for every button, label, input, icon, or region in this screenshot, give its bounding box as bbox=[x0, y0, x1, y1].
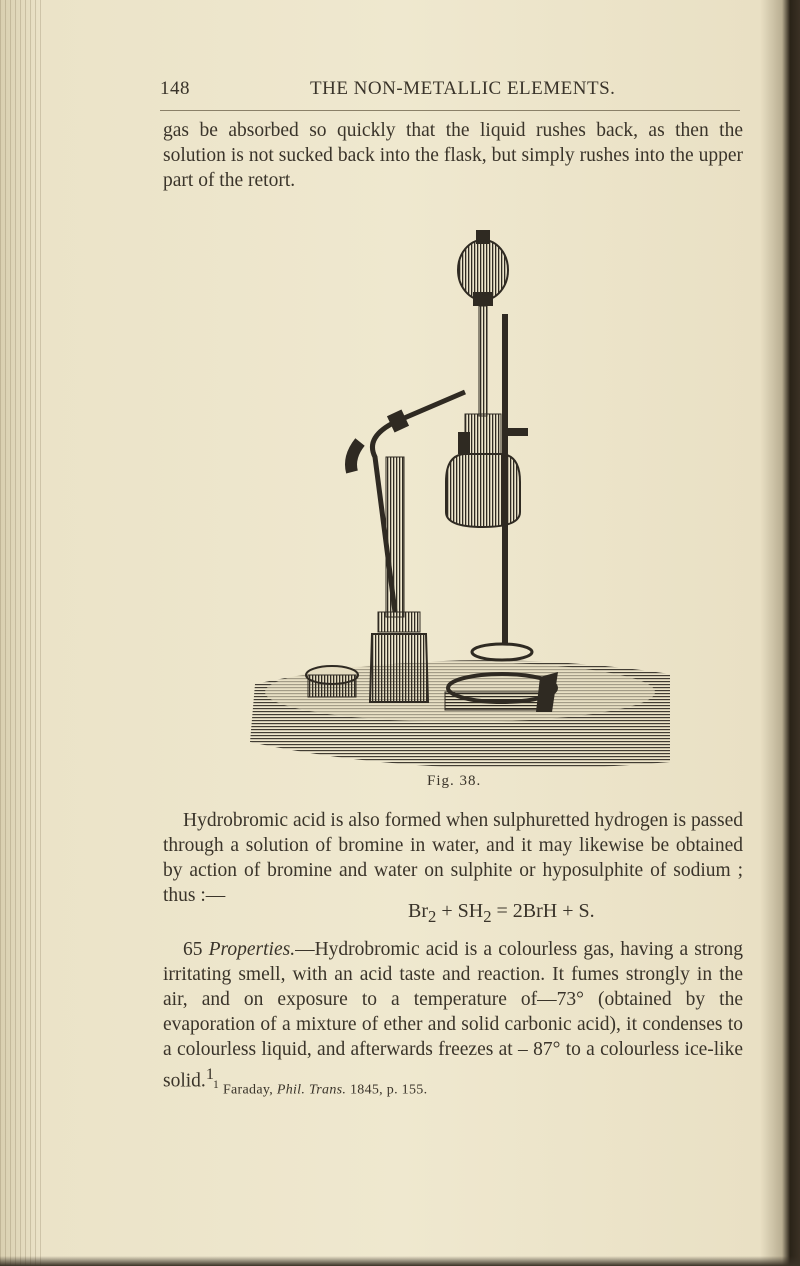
header-rule bbox=[160, 110, 740, 111]
footnote-reference: 1 bbox=[205, 1065, 214, 1083]
footnote bbox=[213, 1078, 427, 1099]
footnote-mark: 1 bbox=[213, 1078, 220, 1091]
paragraph-properties bbox=[163, 937, 743, 1094]
chapter-title: THE NON-METALLIC ELEMENTS. bbox=[310, 78, 616, 99]
footnote-author: Faraday, bbox=[222, 1082, 277, 1098]
equation-rest: = 2BrH + S. bbox=[491, 900, 595, 922]
chemical-equation bbox=[408, 900, 595, 927]
paragraph-formation bbox=[163, 808, 743, 908]
page-bottom-shadow bbox=[0, 1256, 800, 1266]
figure-caption: Fig. 38. bbox=[427, 773, 482, 789]
dropping-funnel bbox=[458, 230, 508, 416]
flask bbox=[446, 414, 528, 527]
equation-sub-1: 2 bbox=[428, 907, 437, 926]
properties-text: —Hydrobromic acid is a colourless gas, having a strong irritating smell, with an acid taste and reaction. It fumes strongly in the air, and on exposure to a temperature of—73° (obtained by the evaporation of a mixture of ether and solid carbonic acid), it condenses to a colourless liquid, and afterwards freezes at – 87° to a colourless ice-like solid. bbox=[163, 939, 743, 1092]
apparatus-illustration bbox=[240, 222, 670, 767]
footnote-journal: Phil. Trans. bbox=[276, 1082, 347, 1098]
section-heading: Properties. bbox=[208, 939, 296, 960]
section-number: 65 bbox=[183, 939, 203, 960]
equation-br: Br bbox=[408, 900, 428, 922]
equation-sub-2: 2 bbox=[483, 907, 492, 926]
equation-plus: + SH bbox=[436, 900, 484, 922]
footnote-details: 1845, p. 155. bbox=[346, 1082, 428, 1098]
paragraph-intro: gas be absorbed so quickly that the liquid rushes back, as then the solution is not sucked back into the flask, but simply rushes into the upper part of the retort. bbox=[163, 120, 743, 191]
page-number: 148 bbox=[160, 78, 190, 99]
running-head bbox=[160, 78, 740, 104]
page-binding-edge bbox=[0, 0, 42, 1266]
small-dish bbox=[306, 666, 358, 697]
paragraph-formation-text: Hydrobromic acid is also formed when sulphuretted hydrogen is passed through a solution of bromine in water, and it may likewise be obtained by action of bromine and water on sulphite or hyposulphite of sodium ; thus :— bbox=[163, 810, 743, 906]
apparatus-engraving bbox=[240, 222, 670, 767]
